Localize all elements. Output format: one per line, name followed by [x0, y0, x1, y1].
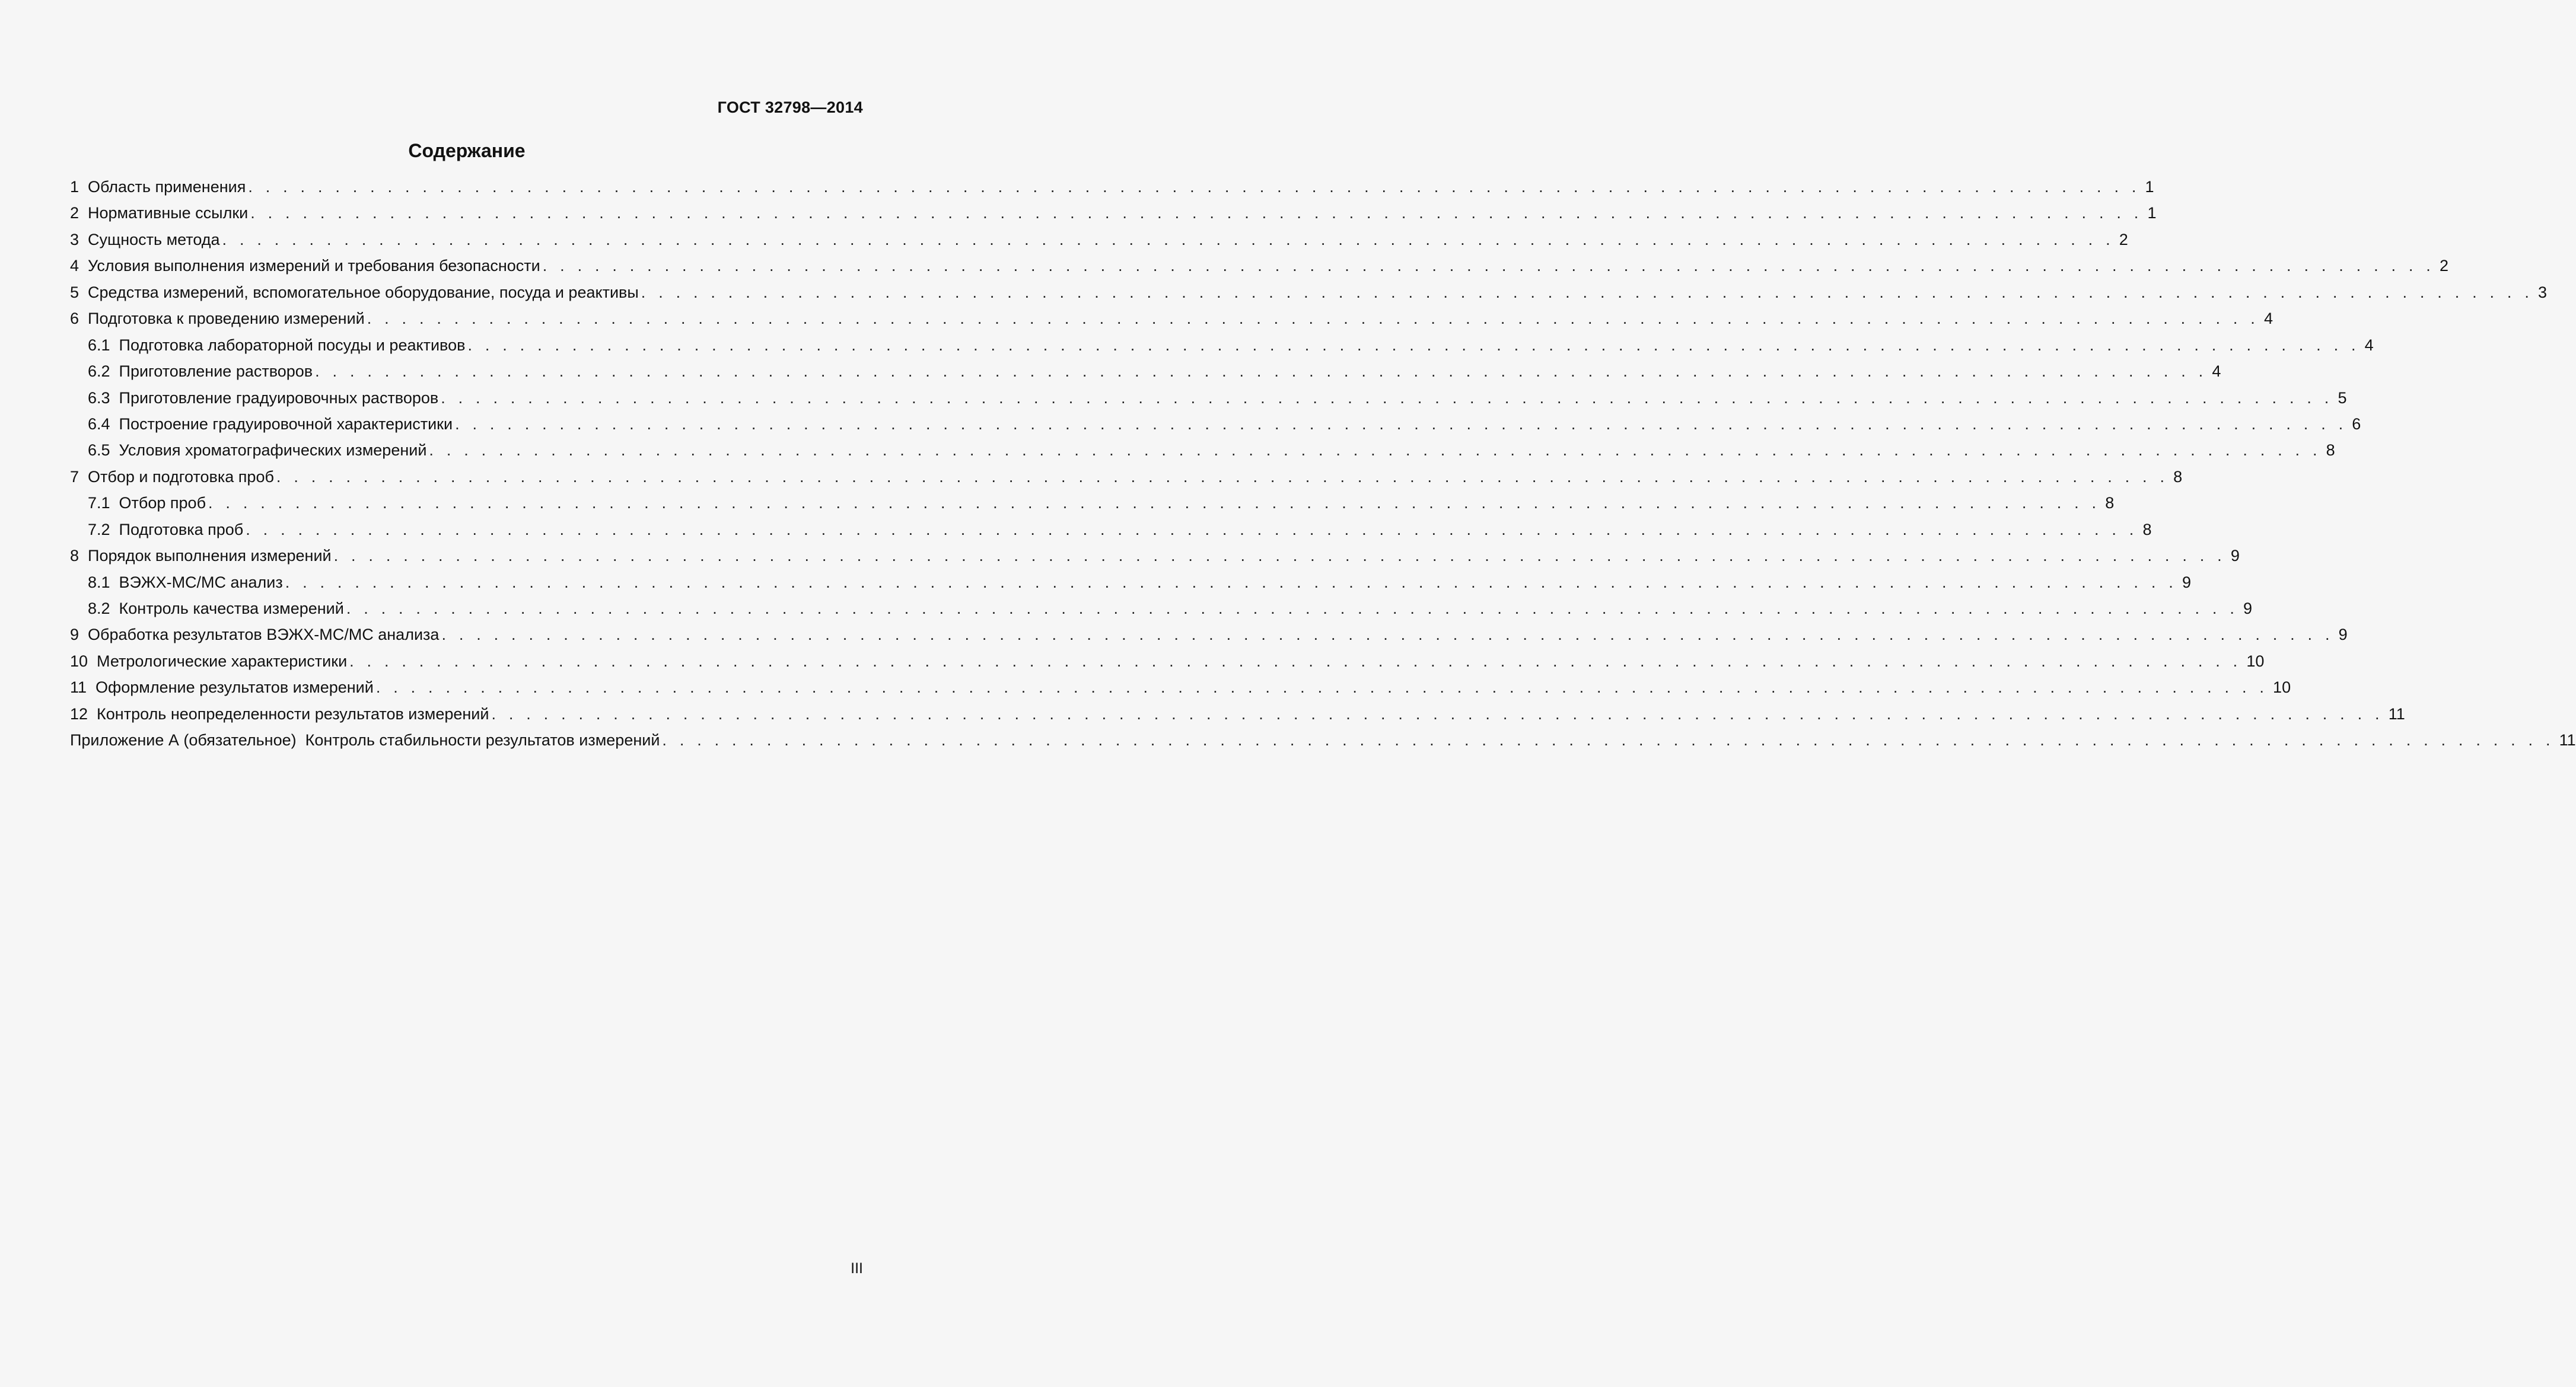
toc-leader-dots: . . . . . . . . . . . . . . . . . . . . . . . . . . . . . . . . . . . . . . . . . . . . . . . . . . . . . . . . . . . . . . . . . . . . . . . . . . . . . . . . . . . . . . . . . . . . . . . . . . . . . . . . . . . . . — [349, 652, 2242, 670]
toc-leader-dots: . . . . . . . . . . . . . . . . . . . . . . . . . . . . . . . . . . . . . . . . . . . . . . . . . . . . . . . . . . . . . . . . . . . . . . . . . . . . . . . . . . . . . . . . . . . . . . . . . . . . . . . . . . . . . — [250, 204, 2143, 222]
toc-entry-title: Приготовление растворов — [119, 362, 313, 381]
toc-leader-dots: . . . . . . . . . . . . . . . . . . . . . . . . . . . . . . . . . . . . . . . . . . . . . . . . . . . . . . . . . . . . . . . . . . . . . . . . . . . . . . . . . . . . . . . . . . . . . . . . . . . . . . . . . . . . . — [222, 230, 2115, 248]
toc-entry-page: 9 — [2338, 626, 2348, 644]
toc-entry-number: 12 — [70, 704, 88, 723]
toc-entry-page: 9 — [2243, 600, 2253, 617]
toc-entry-number: 6.2 — [88, 362, 110, 381]
toc-entry-title: Контроль качества измерений — [119, 600, 344, 617]
toc-entry-page: 1 — [2147, 204, 2157, 222]
toc-leader-dots: . . . . . . . . . . . . . . . . . . . . . . . . . . . . . . . . . . . . . . . . . . . . . . . . . . . . . . . . . . . . . . . . . . . . . . . . . . . . . . . . . . . . . . . . . . . . . . . . . . . . . . . . . . . . . — [491, 704, 2384, 723]
toc-subentry[interactable] — [70, 388, 2347, 415]
toc-appendix-entry[interactable] — [70, 731, 2576, 757]
toc-leader-dots: . . . . . . . . . . . . . . . . . . . . . . . . . . . . . . . . . . . . . . . . . . . . . . . . . . . . . . . . . . . . . . . . . . . . . . . . . . . . . . . . . . . . . . . . . . . . . . . . . . . . . . . . . . . . . — [246, 520, 2138, 538]
toc-entry-page: 10 — [2273, 678, 2291, 697]
toc-entry-title: Подготовка проб — [119, 520, 244, 538]
toc-entry[interactable] — [70, 467, 2183, 494]
toc-entry-number: 8 — [70, 547, 79, 565]
toc-entry-page: 9 — [2230, 547, 2240, 565]
toc-entry-page: 11 — [2559, 731, 2576, 750]
toc-entry[interactable] — [70, 230, 2128, 257]
toc-entry-title: Метрологические характеристики — [97, 652, 348, 670]
toc-entry[interactable] — [70, 678, 2291, 704]
table-of-contents — [70, 178, 2576, 758]
toc-entry-title: Область применения — [88, 178, 246, 196]
toc-entry-page: 1 — [2145, 178, 2154, 196]
toc-entry[interactable] — [70, 626, 2348, 652]
toc-entry-page: 9 — [2182, 573, 2191, 591]
toc-leader-dots: . . . . . . . . . . . . . . . . . . . . . . . . . . . . . . . . . . . . . . . . . . . . . . . . . . . . . . . . . . . . . . . . . . . . . . . . . . . . . . . . . . . . . . . . . . . . . . . . . . . . . . . . . . . . . — [346, 600, 2239, 617]
toc-entry[interactable] — [70, 704, 2405, 731]
toc-leader-dots: . . . . . . . . . . . . . . . . . . . . . . . . . . . . . . . . . . . . . . . . . . . . . . . . . . . . . . . . . . . . . . . . . . . . . . . . . . . . . . . . . . . . . . . . . . . . . . . . . . . . . . . . . . . . . — [208, 494, 2101, 512]
toc-entry-page: 2 — [2119, 230, 2128, 248]
document-code: ГОСТ 32798—2014 — [717, 98, 863, 116]
toc-entry-number: 11 — [70, 678, 87, 697]
toc-entry-page: 3 — [2538, 283, 2548, 301]
toc-entry[interactable] — [70, 178, 2154, 204]
toc-entry-page: 8 — [2326, 441, 2335, 460]
toc-entry-title: ВЭЖХ-МС/МС анализ — [119, 573, 283, 591]
toc-leader-dots: . . . . . . . . . . . . . . . . . . . . . . . . . . . . . . . . . . . . . . . . . . . . . . . . . . . . . . . . . . . . . . . . . . . . . . . . . . . . . . . . . . . . . . . . . . . . . . . . . . . . . . . . . . . . . — [641, 283, 2534, 301]
toc-subentry[interactable] — [70, 520, 2152, 547]
toc-entry-page: 8 — [2105, 494, 2115, 512]
toc-leader-dots: . . . . . . . . . . . . . . . . . . . . . . . . . . . . . . . . . . . . . . . . . . . . . . . . . . . . . . . . . . . . . . . . . . . . . . . . . . . . . . . . . . . . . . . . . . . . . . . . . . . . . . . . . . . . . — [367, 310, 2259, 328]
toc-entry-number: 6.1 — [88, 336, 110, 354]
toc-entry-number: 3 — [70, 230, 79, 248]
toc-entry[interactable] — [70, 652, 2265, 678]
toc-entry-title: Приготовление градуировочных растворов — [119, 388, 439, 407]
toc-leader-dots: . . . . . . . . . . . . . . . . . . . . . . . . . . . . . . . . . . . . . . . . . . . . . . . . . . . . . . . . . . . . . . . . . . . . . . . . . . . . . . . . . . . . . . . . . . . . . . . . . . . . . . . . . . . . . — [276, 467, 2169, 486]
toc-entry-title: Отбор и подготовка проб — [88, 467, 274, 486]
toc-leader-dots: . . . . . . . . . . . . . . . . . . . . . . . . . . . . . . . . . . . . . . . . . . . . . . . . . . . . . . . . . . . . . . . . . . . . . . . . . . . . . . . . . . . . . . . . . . . . . . . . . . . . . . . . . . . . . — [248, 178, 2141, 196]
toc-subentry[interactable] — [70, 494, 2115, 520]
toc-entry-number: 4 — [70, 257, 79, 275]
toc-leader-dots: . . . . . . . . . . . . . . . . . . . . . . . . . . . . . . . . . . . . . . . . . . . . . . . . . . . . . . . . . . . . . . . . . . . . . . . . . . . . . . . . . . . . . . . . . . . . . . . . . . . . . . . . . . . . . — [375, 678, 2269, 697]
toc-entry-title: Нормативные ссылки — [88, 204, 249, 222]
toc-entry-number: 6.5 — [88, 441, 110, 460]
toc-entry-number: 1 — [70, 178, 79, 196]
toc-entry-number: 2 — [70, 204, 79, 222]
toc-leader-dots: . . . . . . . . . . . . . . . . . . . . . . . . . . . . . . . . . . . . . . . . . . . . . . . . . . . . . . . . . . . . . . . . . . . . . . . . . . . . . . . . . . . . . . . . . . . . . . . . . . . . . . . . . . . . . — [441, 388, 2333, 407]
toc-entry-page: 5 — [2338, 388, 2347, 407]
toc-entry-title: Построение градуировочной характеристики — [119, 414, 453, 433]
toc-entry-title: Сущность метода — [88, 230, 220, 248]
toc-entry-page: 4 — [2212, 362, 2221, 381]
toc-entry-number: 6.3 — [88, 388, 110, 407]
toc-entry-number: 6 — [70, 310, 79, 328]
toc-leader-dots: . . . . . . . . . . . . . . . . . . . . . . . . . . . . . . . . . . . . . . . . . . . . . . . . . . . . . . . . . . . . . . . . . . . . . . . . . . . . . . . . . . . . . . . . . . . . . . . . . . . . . . . . . . . . . — [467, 336, 2360, 354]
toc-subentry[interactable] — [70, 573, 2191, 600]
toc-subentry[interactable] — [70, 336, 2374, 362]
toc-entry-page: 11 — [2388, 704, 2405, 723]
toc-entry-page: 4 — [2364, 336, 2374, 354]
toc-entry-number: 6.4 — [88, 414, 110, 433]
toc-entry-title: Отбор проб — [119, 494, 206, 512]
toc-leader-dots: . . . . . . . . . . . . . . . . . . . . . . . . . . . . . . . . . . . . . . . . . . . . . . . . . . . . . . . . . . . . . . . . . . . . . . . . . . . . . . . . . . . . . . . . . . . . . . . . . . . . . . . . . . . . . — [662, 731, 2555, 750]
toc-entry-title: Обработка результатов ВЭЖХ-МС/МС анализа — [88, 626, 440, 644]
toc-entry-title: Контроль неопределенности результатов измерений — [97, 704, 489, 723]
toc-leader-dots: . . . . . . . . . . . . . . . . . . . . . . . . . . . . . . . . . . . . . . . . . . . . . . . . . . . . . . . . . . . . . . . . . . . . . . . . . . . . . . . . . . . . . . . . . . . . . . . . . . . . . . . . . . . . . — [441, 626, 2334, 644]
toc-entry-number: 8.2 — [88, 600, 110, 617]
toc-entry[interactable] — [70, 547, 2240, 573]
toc-entry-number: 9 — [70, 626, 79, 644]
toc-entry[interactable] — [70, 310, 2273, 336]
toc-subentry[interactable] — [70, 362, 2221, 388]
toc-entry-page: 2 — [2439, 257, 2449, 275]
toc-entry-number: 10 — [70, 652, 88, 670]
toc-leader-dots: . . . . . . . . . . . . . . . . . . . . . . . . . . . . . . . . . . . . . . . . . . . . . . . . . . . . . . . . . . . . . . . . . . . . . . . . . . . . . . . . . . . . . . . . . . . . . . . . . . . . . . . . . . . . . — [315, 362, 2208, 381]
toc-entry-title: Подготовка лабораторной посуды и реактивов — [119, 336, 466, 354]
toc-entry-title: Подготовка к проведению измерений — [88, 310, 365, 328]
toc-entry-number: 7.1 — [88, 494, 110, 512]
toc-entry-title: Условия хроматографических измерений — [119, 441, 427, 460]
toc-entry-number: 8.1 — [88, 573, 110, 591]
toc-entry-title: Приложение А (обязательное) Контроль стабильности результатов измерений — [70, 731, 660, 750]
toc-subentry[interactable] — [70, 600, 2253, 626]
toc-leader-dots: . . . . . . . . . . . . . . . . . . . . . . . . . . . . . . . . . . . . . . . . . . . . . . . . . . . . . . . . . . . . . . . . . . . . . . . . . . . . . . . . . . . . . . . . . . . . . . . . . . . . . . . . . . . . . — [285, 573, 2177, 591]
page-number: III — [851, 1260, 863, 1277]
toc-entry-number: 7.2 — [88, 520, 110, 538]
toc-entry-page: 8 — [2173, 467, 2183, 486]
toc-entry-number: 5 — [70, 283, 79, 301]
toc-entry-title: Средства измерений, вспомогательное оборудование, посуда и реактивы — [88, 283, 639, 301]
toc-leader-dots: . . . . . . . . . . . . . . . . . . . . . . . . . . . . . . . . . . . . . . . . . . . . . . . . . . . . . . . . . . . . . . . . . . . . . . . . . . . . . . . . . . . . . . . . . . . . . . . . . . . . . . . . . . . . . — [333, 547, 2226, 565]
toc-entry-number: 7 — [70, 467, 79, 486]
toc-entry-title: Оформление результатов измерений — [95, 678, 374, 697]
toc-entry[interactable] — [70, 204, 2157, 230]
toc-entry-title: Условия выполнения измерений и требования безопасности — [88, 257, 540, 275]
toc-entry-page: 8 — [2142, 520, 2152, 538]
toc-leader-dots: . . . . . . . . . . . . . . . . . . . . . . . . . . . . . . . . . . . . . . . . . . . . . . . . . . . . . . . . . . . . . . . . . . . . . . . . . . . . . . . . . . . . . . . . . . . . . . . . . . . . . . . . . . . . . — [455, 414, 2348, 433]
toc-subentry[interactable] — [70, 441, 2335, 467]
toc-entry[interactable] — [70, 283, 2548, 310]
toc-title: Содержание — [408, 140, 526, 161]
toc-entry-page: 10 — [2246, 652, 2265, 670]
toc-entry-title: Порядок выполнения измерений — [88, 547, 332, 565]
toc-entry-page: 4 — [2263, 310, 2273, 328]
toc-entry-page: 6 — [2352, 414, 2361, 433]
toc-entry[interactable] — [70, 257, 2449, 283]
toc-leader-dots: . . . . . . . . . . . . . . . . . . . . . . . . . . . . . . . . . . . . . . . . . . . . . . . . . . . . . . . . . . . . . . . . . . . . . . . . . . . . . . . . . . . . . . . . . . . . . . . . . . . . . . . . . . . . . — [429, 441, 2322, 460]
toc-subentry[interactable] — [70, 414, 2361, 441]
toc-leader-dots: . . . . . . . . . . . . . . . . . . . . . . . . . . . . . . . . . . . . . . . . . . . . . . . . . . . . . . . . . . . . . . . . . . . . . . . . . . . . . . . . . . . . . . . . . . . . . . . . . . . . . . . . . . . . . — [542, 257, 2435, 275]
